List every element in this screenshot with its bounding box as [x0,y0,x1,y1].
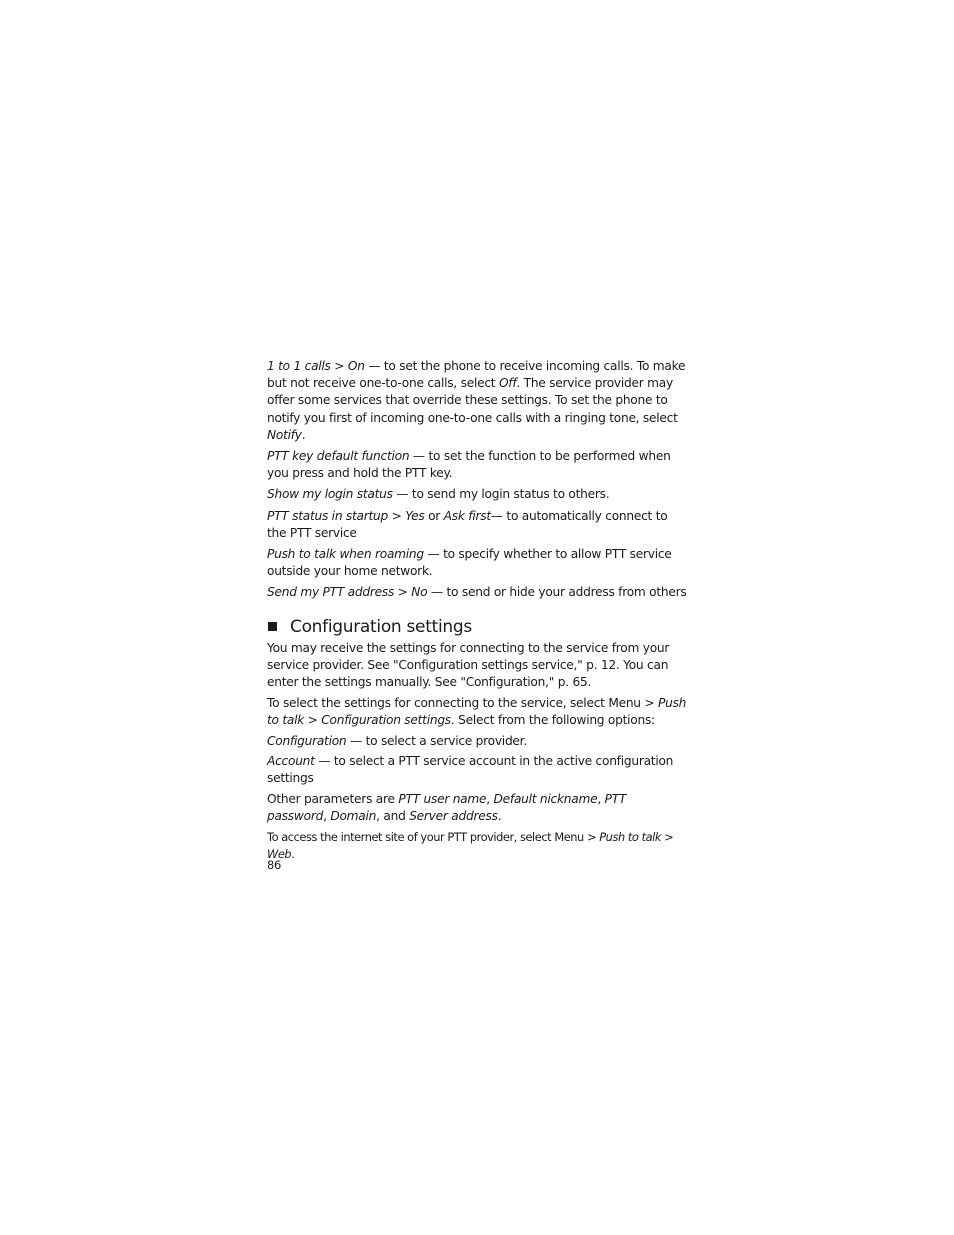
paragraph-receive-settings: You may receive the settings for connecting to the service from your service provider. See "Configuration settings service," p. 12. You can enter the settings manually. See "Configuration," p. 65. [267,640,670,690]
term-push-to-talk-when-roaming: Push to talk when roaming [267,547,424,562]
term-show-my-login-status: Show my login status [267,487,393,502]
paragraph-account-option: Account — to select a PTT service account in the active configuration settings [267,753,674,786]
term-server-address: Server address [409,809,498,824]
term-default-nickname: Default nickname [493,792,598,807]
term-ask-first: Ask first [443,508,491,523]
paragraph-ptt-status-startup: PTT status in startup > Yes or Ask first— to automatically connect to the PTT service [267,508,668,540]
term-push-to-talk: Push to talk [267,696,687,728]
term-ptt-password: PTT password [267,792,627,824]
paragraph-send-ptt-address: Send my PTT address > No — to send or hide your address from others [267,585,687,600]
term-on: On [347,359,365,373]
paragraph-show-login-status: Show my login status — to send my login status to others. [267,487,610,502]
term-push-to-talk: Push to talk [599,829,661,844]
ui-term-menu: Menu [554,829,584,844]
paragraph-configuration-option: Configuration — to select a service provider. [267,733,527,748]
document-body [267,358,687,867]
square-bullet-icon [268,622,277,631]
section-heading-text: Configuration settings [290,616,472,637]
term-notify: Notify [267,427,302,442]
ui-term-menu: Menu [608,696,641,711]
term-ptt-key-default-function: PTT key default function [267,449,410,464]
term-configuration: Configuration [267,733,347,748]
section-heading [267,616,687,638]
paragraph-push-to-talk-roaming: Push to talk when roaming — to specify whether to allow PTT service outside your home network. [267,547,672,579]
paragraph-access-internet-site: To access the internet site of your PTT provider, select Menu > Push to talk > Web. [267,829,674,861]
term-off: Off [498,376,517,391]
term-ptt-status-in-startup: PTT status in startup [267,508,389,523]
term-web: Web [267,846,292,861]
term-no: No [411,585,428,600]
term-account: Account [267,753,315,768]
paragraph-ptt-key-default: PTT key default function — to set the function to be performed when you press and hold the PTT key. [267,449,671,481]
paragraph-select-settings: To select the settings for connecting to the service, select Menu > Push to talk > Configuration settings. Select from the following options: [267,696,687,728]
paragraph-other-parameters: Other parameters are PTT user name, Default nickname, PTT password, Domain, and Server address. [267,792,627,824]
paragraph-1-to-1-calls: 1 to 1 calls > On — to set the phone to receive incoming calls. To make but not receive one-to-one calls, select Off. The service provider may offer some services that override these settings. To set the phone to notify you first of incoming one-to-one calls with a ringing tone, select Notify. [267,359,686,442]
term-send-my-ptt-address: Send my PTT address [267,585,395,600]
term-yes: Yes [405,508,425,523]
term-configuration-settings: Configuration settings [321,713,451,728]
page-number: 86 [267,858,282,872]
term-domain: Domain [330,809,377,824]
term-1-to-1-calls: 1 to 1 calls [267,359,331,373]
term-ptt-user-name: PTT user name [398,792,487,807]
